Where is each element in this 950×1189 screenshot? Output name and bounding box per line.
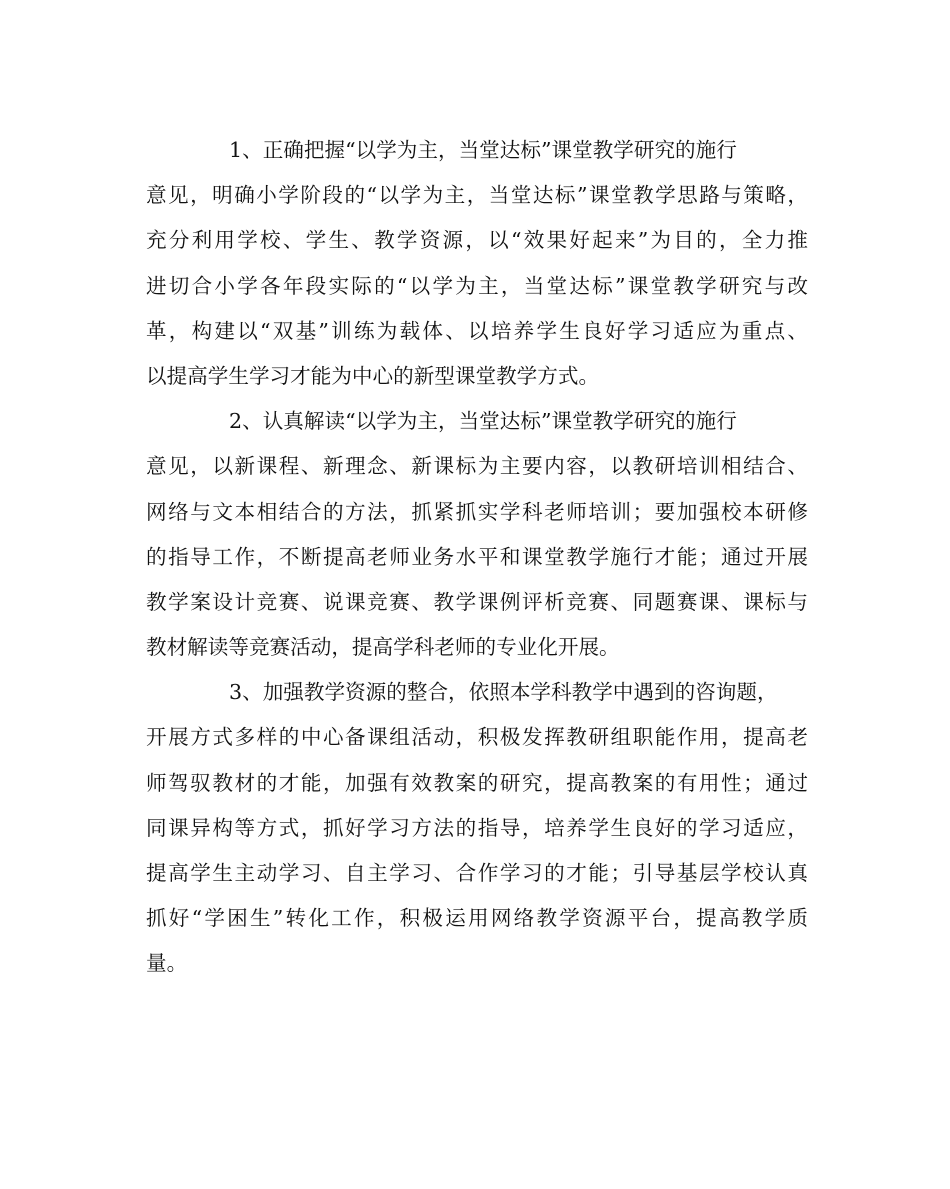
paragraph-3-line-3: 师驾驭教材的才能，加强有效教案的研究，提高教案的有用性；通过: [146, 770, 808, 795]
paragraph-3-line-2: 开展方式多样的中心备课组活动，积极发挥教研组职能作用，提高老: [146, 725, 808, 750]
paragraph-1-line-1: 1、正确把握“以学为主，当堂达标”课堂教学研究的施行: [229, 138, 737, 162]
paragraph-1-line-5: 革，构建以“双基”训练为载体、以培养学生良好学习适应为重点、: [146, 318, 808, 343]
paragraph-3-line-4: 同课异构等方式，抓好学习方法的指导，培养学生良好的学习适应，: [146, 815, 808, 840]
paragraph-3-line-7: 量。: [146, 951, 188, 976]
paragraph-1-line-3: 充分利用学校、学生、教学资源，以“效果好起来”为目的，全力推: [146, 228, 808, 253]
paragraph-2-line-3: 网络与文本相结合的方法，抓紧抓实学科老师培训；要加强校本研修: [146, 499, 808, 524]
paragraph-3-line-6: 抓好“学困生”转化工作，积极运用网络教学资源平台，提高教学质: [146, 906, 808, 931]
paragraph-2-line-4: 的指导工作，不断提高老师业务水平和课堂教学施行才能；通过开展: [146, 544, 808, 569]
paragraph-1-line-6: 以提高学生学习才能为中心的新型课堂教学方式。: [146, 363, 600, 388]
paragraph-2-line-1: 2、认真解读“以学为主，当堂达标”课堂教学研究的施行: [229, 409, 737, 434]
paragraph-2-line-5: 教学案设计竞赛、说课竞赛、教学课例评析竞赛、同题赛课、课标与: [146, 589, 808, 614]
paragraph-2-line-2: 意见，以新课程、新理念、新课标为主要内容，以教研培训相结合、: [146, 454, 808, 479]
paragraph-1-line-2: 意见，明确小学阶段的“以学为主，当堂达标”课堂教学思路与策略，: [146, 183, 808, 208]
paragraph-3-line-5: 提高学生主动学习、自主学习、合作学习的才能；引导基层学校认真: [146, 861, 808, 885]
paragraph-1-line-4: 进切合小学各年段实际的“以学为主，当堂达标”课堂教学研究与改: [146, 273, 808, 298]
document-body: [146, 128, 808, 987]
paragraph-2-line-6: 教材解读等竞赛活动，提高学科老师的专业化开展。: [146, 635, 620, 660]
paragraph-3-line-1: 3、加强教学资源的整合，依照本学科教学中遇到的咨询题，: [229, 680, 778, 705]
